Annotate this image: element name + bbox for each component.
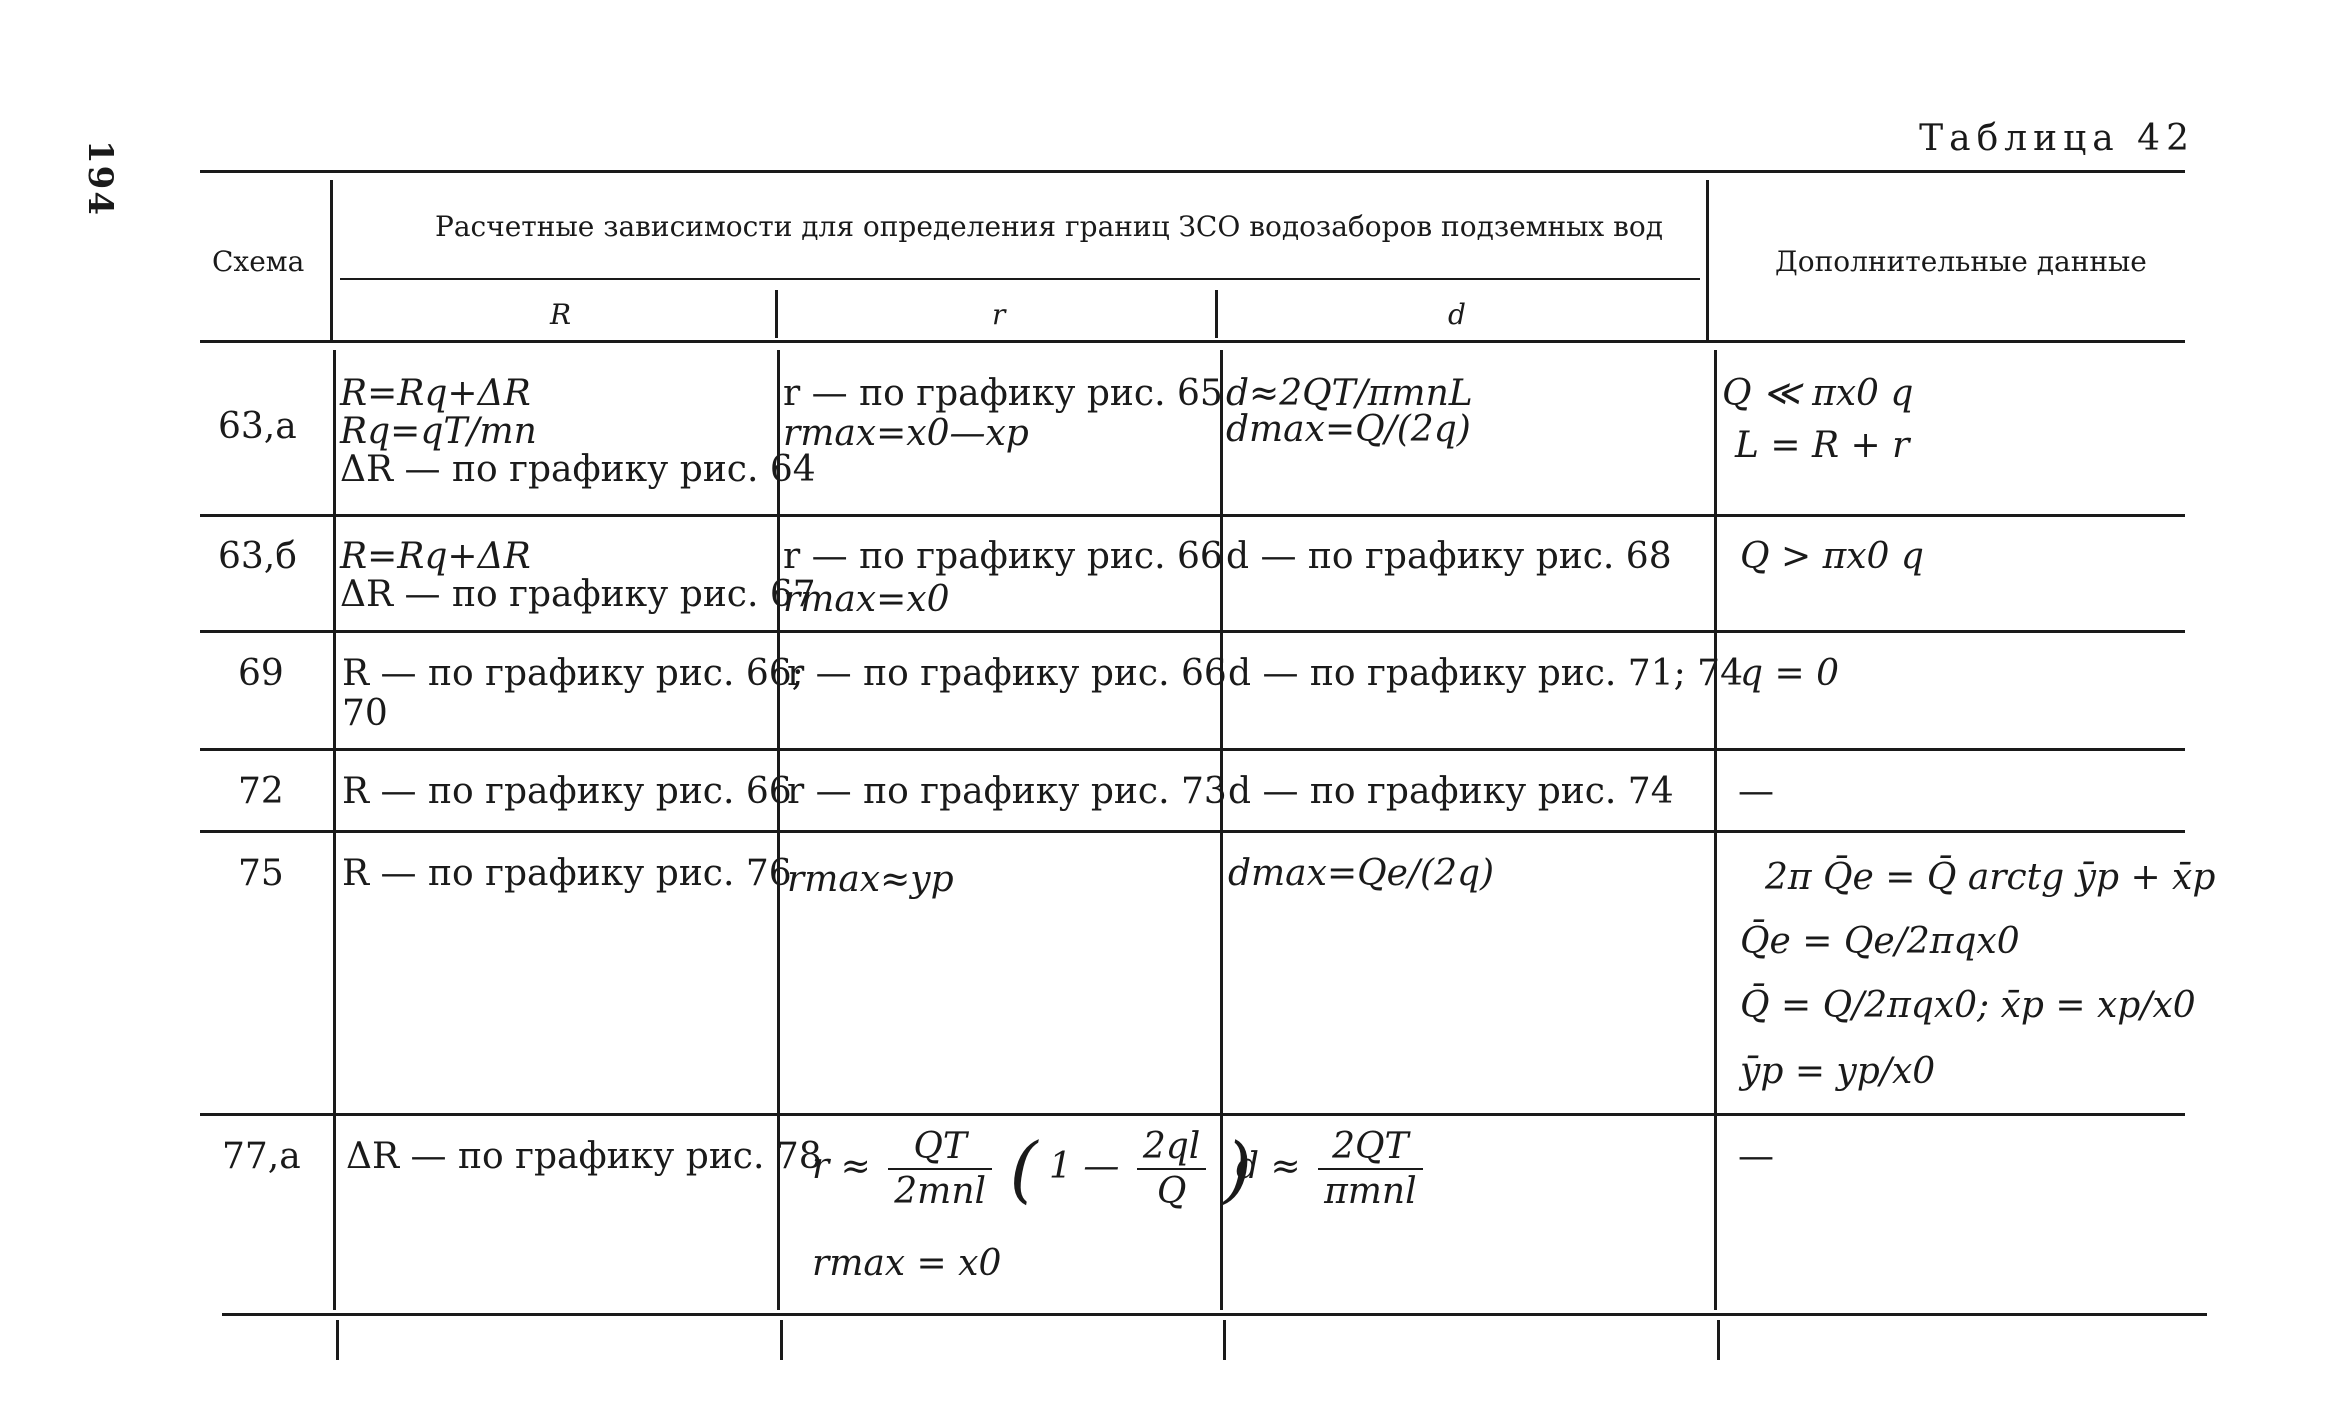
col-rule-scheme [330, 180, 333, 340]
row1-r-1: r — по графику рис. 65 [783, 373, 1223, 414]
row6-r-den2: Q [1156, 1171, 1187, 1213]
header-extra: Дополнительные данные [1775, 245, 2147, 278]
row6-R-1: ΔR — по графику рис. 78 [346, 1136, 822, 1177]
row-rule-1 [200, 514, 2185, 517]
row1-extra-1: Q ≪ πx0 q [1722, 373, 1914, 414]
row1-d-2: dmax=Q/(2q) [1226, 409, 1471, 450]
row5-extra-4: ȳp = yp/x0 [1740, 1051, 1936, 1092]
row1-extra-2: L = R + r [1735, 425, 1910, 466]
row3-d-1: d — по графику рис. 71; 74 [1228, 653, 1743, 694]
row2-r-2: rmax=x0 [783, 579, 950, 620]
row-rule-5 [200, 1113, 2185, 1116]
row2-r-1: r — по графику рис. 66 [783, 536, 1223, 577]
row6-r-fraction1 [888, 1125, 992, 1213]
row6-r-paren-open: ( [1009, 1126, 1038, 1211]
header-col-R: R [550, 298, 572, 331]
row2-R-1: R=Rq+ΔR [340, 536, 531, 577]
row6-r-num1: QT [888, 1125, 992, 1170]
row4-scheme: 72 [238, 771, 284, 812]
row4-extra-1: — [1738, 771, 1774, 812]
row6-r-num2: 2ql [1137, 1125, 1206, 1170]
header-col-r: r [992, 298, 1006, 331]
row3-R-1: R — по графику рис. 66; [342, 653, 804, 694]
tail-rule-2 [780, 1320, 783, 1360]
header-group: Расчетные зависимости для определения границ ЗСО водозаборов подземных вод [435, 210, 1663, 243]
row5-R-1: R — по графику рис. 76 [342, 853, 792, 894]
row6-r-2: rmax = x0 [812, 1243, 1002, 1284]
row6-d-fraction [1318, 1125, 1423, 1213]
row6-d-prefix: d ≈ [1236, 1146, 1301, 1188]
tail-rule-3 [1223, 1320, 1226, 1360]
row2-R-2: ΔR — по графику рис. 67 [340, 574, 816, 615]
row1-d-1: d≈2QT/πmnL [1226, 373, 1473, 414]
table-top-rule [200, 170, 2185, 173]
header-col-d: d [1448, 298, 1466, 331]
row6-d-den: πmnl [1324, 1171, 1417, 1213]
row2-scheme: 63,б [218, 536, 297, 577]
row6-r-paren-close: ) [1223, 1126, 1252, 1211]
row3-r-1: r — по графику рис. 66 [787, 653, 1227, 694]
body-rule-4 [1714, 350, 1717, 1310]
row5-extra-2: Q̄e = Qe/2πqx0 [1740, 921, 2020, 962]
row-rule-2 [200, 630, 2185, 633]
row4-r-1: r — по графику рис. 73 [787, 771, 1227, 812]
header-scheme: Схема [212, 245, 305, 278]
row-rule-4 [200, 830, 2185, 833]
table-title: Таблица 42 [1919, 118, 2195, 159]
row1-R-1: R=Rq+ΔR [340, 373, 531, 414]
row-rule-6 [222, 1313, 2207, 1316]
row-rule-3 [200, 748, 2185, 751]
tail-rule-1 [336, 1320, 339, 1360]
row5-extra-1: 2π Q̄e = Q̄ arctg ȳp + x̄p [1765, 857, 2216, 898]
row1-scheme: 63,а [218, 406, 297, 447]
row4-d-1: d — по графику рис. 74 [1228, 771, 1674, 812]
col-rule-r [1215, 290, 1218, 338]
row5-extra-3: Q̄ = Q/2πqx0; x̄p = xp/x0 [1740, 985, 2196, 1026]
row4-R-1: R — по графику рис. 66 [342, 771, 792, 812]
row6-r-one-minus: 1 — [1049, 1146, 1120, 1188]
body-rule-1 [333, 350, 336, 1310]
row2-d-1: d — по графику рис. 68 [1226, 536, 1672, 577]
row3-extra-1: q = 0 [1740, 653, 1839, 694]
row6-r-den1: 2mnl [894, 1171, 987, 1213]
row1-R-3: ΔR — по графику рис. 64 [340, 449, 816, 490]
row1-R-2: Rq=qT/mn [340, 411, 537, 452]
row6-extra-1: — [1738, 1136, 1774, 1177]
header-group-rule [340, 278, 1700, 280]
row6-scheme: 77,а [222, 1136, 301, 1177]
row6-r-prefix: r ≈ [812, 1146, 871, 1188]
row5-scheme: 75 [238, 853, 284, 894]
page-number: 194 [80, 140, 120, 217]
row6-r-formula [812, 1125, 1252, 1213]
row6-d-num: 2QT [1318, 1125, 1423, 1170]
row5-d-1: dmax=Qe/(2q) [1228, 853, 1495, 894]
row3-scheme: 69 [238, 653, 284, 694]
row2-extra-1: Q > πx0 q [1740, 536, 1924, 577]
row6-r-fraction2 [1137, 1125, 1206, 1213]
row1-r-2: rmax=x0—xp [783, 413, 1029, 454]
tail-rule-4 [1717, 1320, 1720, 1360]
row6-d-formula [1236, 1125, 1429, 1213]
header-bottom-rule [200, 340, 2185, 343]
row5-r-1: rmax≈yp [787, 859, 954, 900]
col-rule-R [775, 290, 778, 338]
col-rule-extra [1706, 180, 1709, 340]
row3-R-2: 70 [342, 693, 388, 734]
